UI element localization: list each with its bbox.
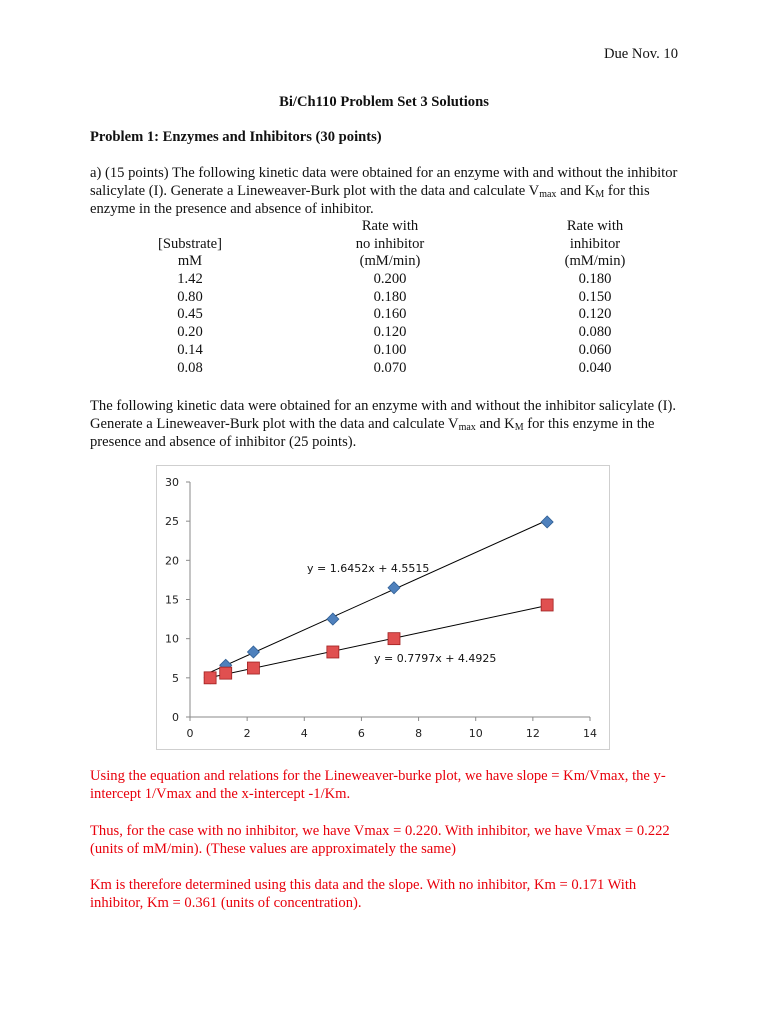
trendline-1 [210,520,547,672]
table-cell: 0.060 [578,341,612,358]
page-title: Bi/Ch110 Problem Set 3 Solutions [279,94,489,110]
table-cell: 0.040 [578,359,612,376]
rate-inhibitor-column [540,218,650,377]
table-header-cell: [Substrate] [157,235,223,252]
table-header-cell: (mM/min) [564,253,626,270]
table-header-cell: inhibitor [569,235,621,252]
y-tick-label: 0 [172,711,179,724]
table-header-cell: no inhibitor [355,235,425,252]
table-header-cell [135,218,245,236]
data-point-square [220,667,232,679]
table-cell: 0.120 [373,324,407,341]
problem-heading: Problem 1: Enzymes and Inhibitors (30 points) [90,129,382,145]
problem-b-text [90,397,685,451]
data-point-diamond [247,646,259,658]
data-point-diamond [541,516,553,528]
para-b-part-3: for this enzyme in the presence and absence of inhibitor (25 points). [90,416,655,450]
y-tick-label: 15 [165,593,179,607]
table-cell: 0.100 [373,341,407,358]
trendline-2 [210,605,547,677]
data-point-square [247,662,259,674]
y-tick-label: 10 [165,632,179,646]
km-subscript: M [514,422,524,433]
x-tick-label: 2 [243,727,251,740]
para-a-part-3: for this enzyme in the presence and absence of inhibitor. [90,183,650,217]
x-tick-label: 6 [357,727,365,740]
para-a-part-1: a) (15 points) The following kinetic data were obtained for an enzyme with and without the inhibitor salicylate (I). Generate a Lineweaver-Burk plot with the data and calculate V [90,165,678,199]
table-cell: 0.180 [373,288,407,305]
data-point-square [388,633,400,645]
y-tick-label: 20 [165,554,179,568]
table-cell: 0.070 [373,359,407,376]
answer-paragraph-1: Using the equation and relations for the Lineweaver-burke plot, we have slope = Km/Vmax, the y-intercept 1/Vmax and the x-intercept -1/Km. [90,768,666,802]
due-date: Due Nov. 10 [603,46,678,62]
table-header-cell: Rate with [566,218,624,234]
table-cell: 0.45 [177,306,203,323]
y-tick-label: 25 [165,515,179,529]
vmax-subscript: max [539,189,557,200]
table-cell: 0.150 [578,288,612,305]
trendline-equation-label: y = 0.7797x + 4.4925 [374,652,497,665]
answer-paragraph-3: Km is therefore determined using this data and the slope. With no inhibitor, Km = 0.171 With inhibitor, Km = 0.361 (units of concentration). [90,877,637,911]
table-header-cell: Rate with [361,218,419,234]
y-tick-label: 30 [165,476,179,489]
table-cell: 0.120 [578,306,612,323]
table-cell: 0.14 [177,341,203,358]
x-tick-label: 0 [186,727,194,740]
data-point-square [541,599,553,611]
para-a-part-2: and K [556,183,596,199]
data-point-square [327,646,339,658]
x-tick-label: 4 [300,727,308,740]
table-cell: 0.80 [177,288,203,305]
answer-paragraph-2: Thus, for the case with no inhibitor, we have Vmax = 0.220. With inhibitor, we have Vmax = 0.222 (units of mM/min). (These values are approximately the same) [90,823,670,857]
table-cell: 0.080 [578,324,612,341]
trendline-equation-label: y = 1.6452x + 4.5515 [307,562,430,575]
x-tick-label: 10 [468,727,483,740]
data-point-square [204,672,216,684]
rate-no-inhibitor-column [335,218,445,377]
table-cell: 0.08 [177,359,203,376]
table-cell: 0.200 [373,271,407,288]
x-tick-label: 8 [415,727,423,740]
vmax-subscript: max [458,422,476,433]
table-cell: 0.20 [177,324,203,341]
x-tick-label: 14 [583,727,597,740]
table-header-cell: mM [177,253,203,270]
chart-svg [157,466,609,749]
table-cell: 0.160 [373,306,407,323]
table-cell: 1.42 [177,271,203,288]
data-point-diamond [388,582,400,594]
y-tick-label: 5 [172,671,179,685]
para-b-part-1: The following kinetic data were obtained for an enzyme with and without the inhibitor salicylate (I). Generate a Lineweaver-Burk plot with the data and calculate V [90,398,676,432]
table-header-cell: (mM/min) [359,253,421,270]
x-tick-label: 12 [525,727,540,740]
table-cell: 0.180 [578,271,612,288]
para-b-part-2: and K [475,416,515,432]
substrate-column [135,218,245,377]
lineweaver-burk-chart [156,465,610,750]
problem-a-text [90,164,685,218]
km-subscript: M [595,189,605,200]
